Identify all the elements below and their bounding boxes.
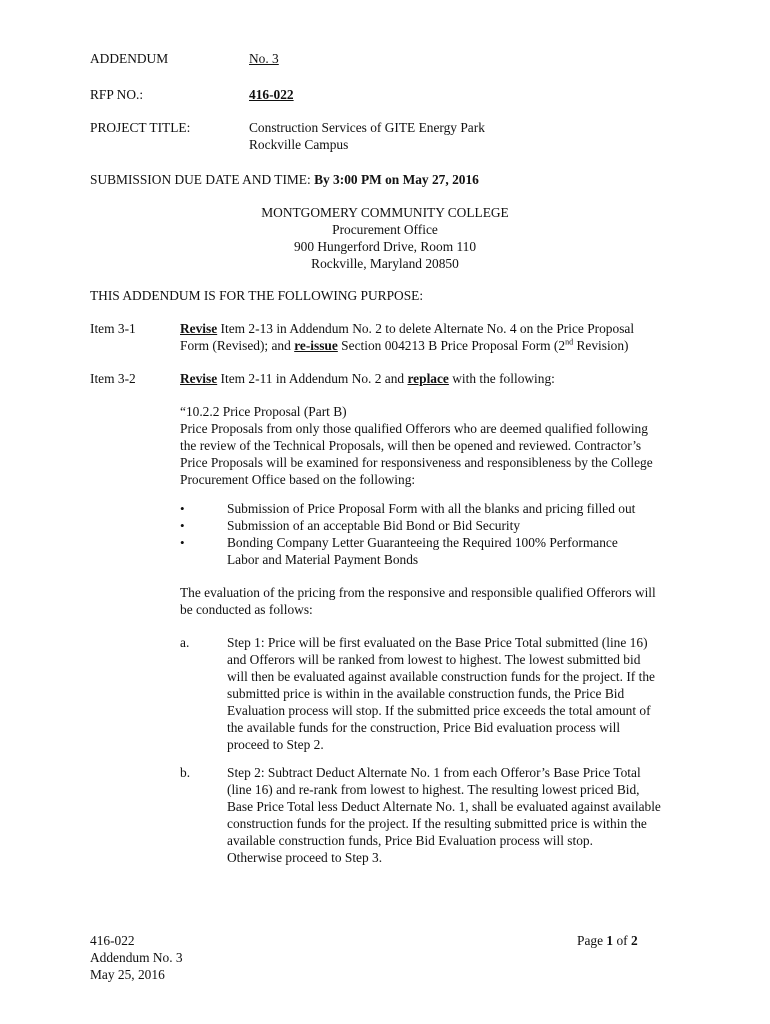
footer-date: May 25, 2016 (90, 967, 165, 982)
revise-keyword: Revise (180, 371, 218, 386)
current-page: 1 (606, 933, 614, 948)
street-address: 900 Hungerford Drive, Room 110 (293, 239, 477, 254)
step-line: will then be evaluated against available construction funds for the project. If the (227, 669, 655, 684)
item-3-2-text-part: Item 2-11 in Addendum No. 2 and (217, 371, 408, 386)
revise-keyword: Revise (180, 321, 218, 336)
step-line: Otherwise proceed to Step 3. (227, 850, 383, 865)
bullet-icon: • (180, 535, 185, 550)
due-date-label: SUBMISSION DUE DATE AND TIME: (90, 172, 311, 187)
footer-rfp-number: 416-022 (90, 933, 135, 948)
item-3-1-line-2 (180, 337, 629, 354)
ordinal-superscript: nd (565, 337, 574, 347)
paragraph-line: Procurement Office based on the following: (180, 472, 416, 487)
item-3-1-text-part: Section 004213 B Price Proposal Form (2 (337, 338, 566, 353)
paragraph-line: the review of the Technical Proposals, will then be opened and reviewed. Contractor’s (180, 438, 642, 453)
college-name: MONTGOMERY COMMUNITY COLLEGE (261, 205, 509, 220)
paragraph-line: Price Proposals from only those qualified Offerors who are deemed qualified following (180, 421, 648, 436)
paragraph-line: Price Proposals will be examined for responsiveness and responsibleness by the College (180, 455, 653, 470)
evaluation-paragraph (180, 584, 656, 618)
step-line: Base Price Total less Deduct Alternate No. 1, shall be evaluated against available (227, 799, 661, 814)
item-3-2-label: Item 3-2 (90, 371, 136, 386)
step-line: submitted price is within in the available construction funds, the Price Bid (227, 686, 625, 701)
item-3-1-text: Item 2-13 in Addendum No. 2 to delete Alternate No. 4 on the Price Proposal (217, 321, 635, 336)
due-date-value: By 3:00 PM on May 27, 2016 (314, 172, 479, 187)
city-address: Rockville, Maryland 20850 (311, 256, 459, 271)
step-line: and Offerors will be ranked from lowest to highest. The lowest submitted bid (227, 652, 641, 667)
item-3-1-label: Item 3-1 (90, 321, 136, 336)
paragraph-line: be conducted as follows: (180, 602, 313, 617)
item-3-2-text-part: with the following: (448, 371, 555, 386)
total-pages: 2 (630, 933, 638, 948)
office-name: Procurement Office (332, 222, 438, 237)
page-number (577, 932, 638, 949)
item-3-1-text-part: Revision) (573, 338, 629, 353)
rfp-label: RFP NO.: (90, 87, 144, 102)
replace-keyword: replace (407, 371, 449, 386)
step-line: construction funds for the project. If the resulting submitted price is within the (227, 816, 647, 831)
footer-addendum: Addendum No. 3 (90, 950, 183, 965)
step-line: (line 16) and re-rank from lowest to highest. The resulting lowest priced Bid, (227, 782, 640, 797)
footer-left (90, 932, 183, 983)
rfp-number: 416-022 (249, 87, 294, 102)
bullet-item (227, 534, 618, 568)
item-3-1-text-part: Form (Revised); and (180, 338, 295, 353)
addendum-label: ADDENDUM (90, 51, 169, 66)
bullet-item-line: Labor and Material Payment Bonds (227, 552, 419, 567)
step-a-marker: a. (180, 635, 190, 650)
step-line: Step 1: Price will be first evaluated on the Base Price Total submitted (line 16) (227, 635, 648, 650)
addendum-number: No. 3 (249, 51, 279, 66)
page-word: Page (577, 933, 604, 948)
bullet-icon: • (180, 518, 185, 533)
project-title-label: PROJECT TITLE: (90, 120, 191, 135)
price-proposal-paragraph (180, 420, 653, 488)
paragraph-line: The evaluation of the pricing from the responsive and responsible qualified Offerors will (180, 585, 656, 600)
step-line: available construction funds, Price Bid Evaluation process will stop. (227, 833, 593, 848)
section-heading: “10.2.2 Price Proposal (Part B) (180, 404, 347, 419)
step-line: Step 2: Subtract Deduct Alternate No. 1 from each Offeror’s Base Price Total (227, 765, 641, 780)
purpose-heading: THIS ADDENDUM IS FOR THE FOLLOWING PURPOSE: (90, 288, 424, 303)
reissue-keyword: re-issue (294, 338, 338, 353)
bullet-icon: • (180, 501, 185, 516)
bullet-item: Submission of an acceptable Bid Bond or Bid Security (227, 518, 521, 533)
project-title-line-2: Rockville Campus (249, 137, 349, 152)
item-3-1-line-1 (180, 320, 634, 337)
step-line: proceed to Step 2. (227, 737, 324, 752)
due-date-row (90, 171, 479, 188)
bullet-item: Submission of Price Proposal Form with all the blanks and pricing filled out (227, 501, 636, 516)
item-3-2-line-1 (180, 370, 555, 387)
of-word: of (616, 933, 628, 948)
step-a-text (227, 634, 655, 753)
step-line: the available funds for the construction, Price Bid evaluation process will (227, 720, 621, 735)
bullet-item-line: Bonding Company Letter Guaranteeing the Required 100% Performance (227, 535, 618, 550)
step-line: Evaluation process will stop. If the submitted price exceeds the total amount of (227, 703, 651, 718)
step-b-marker: b. (180, 765, 191, 780)
step-b-text (227, 764, 661, 866)
project-title-line-1: Construction Services of GITE Energy Park (249, 120, 485, 135)
